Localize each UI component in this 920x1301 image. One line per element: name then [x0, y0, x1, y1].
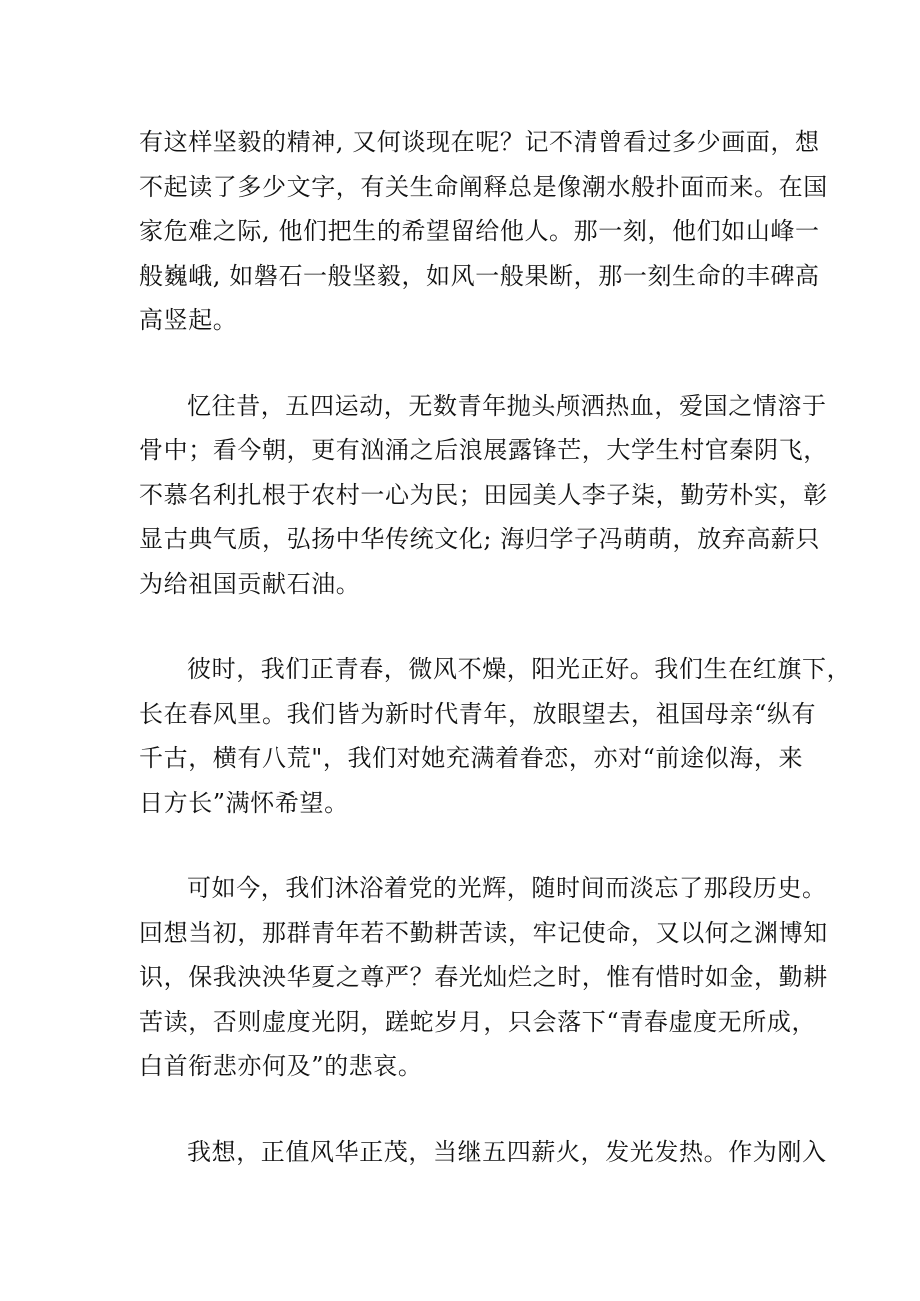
paragraph-3 — [139, 647, 852, 825]
essay-text — [139, 120, 852, 1215]
paragraph-line: 日方长”满怀希望。 — [139, 788, 349, 817]
paragraph-line: 长在春风里。我们皆为新时代青年，放眼望去，祖国母亲“纵有 — [139, 699, 817, 728]
paragraph-5 — [139, 1130, 827, 1175]
paragraph-first-line — [139, 1130, 827, 1175]
paragraph-line-text: 我想，正值风华正茂，当继五四薪火，发光发热。作为刚入 — [187, 1137, 827, 1166]
paragraph-line: 白首衔悲亦何及”的悲哀。 — [139, 1052, 423, 1080]
paragraph-line-text: 可如今，我们沐浴着党的光辉，随时间而淡忘了那段历史。 — [187, 874, 827, 902]
paragraph-line: 家危难之际, 他们把生的希望留给他人。那一刻，他们如山峰一 — [139, 217, 820, 245]
paragraph-line-text: 彼时，我们正青春，微风不燥，阳光正好。我们生在红旗下， — [187, 655, 852, 683]
paragraph-line: 不慕名利扎根于农村一心为民；田园美人李子柒，勤劳朴实，彰 — [139, 480, 828, 509]
paragraph-line: 骨中；看今朝，更有汹涌之后浪展露锋芒，大学生村官秦阴飞， — [139, 436, 828, 464]
paragraph-2 — [139, 384, 828, 607]
paragraph-line: 回想当初，那群青年若不勤耕苦读，牢记使命，又以何之渊博知 — [139, 918, 828, 947]
paragraph-line: 显古典气质，弘扬中华传统文化; 海归学子冯萌萌，放弃高薪只 — [139, 525, 821, 553]
paragraph-line: 识，保我泱泱华夏之尊严？春光灿烂之时，惟有惜时如金，勤耕 — [139, 963, 828, 991]
paragraph-4 — [139, 866, 828, 1089]
paragraph-line: 苦读，否则虚度光阴，蹉蛇岁月，只会落下“青春虚度无所成， — [139, 1007, 817, 1036]
paragraph-first-line — [139, 866, 827, 911]
paragraph-1 — [139, 120, 828, 343]
paragraph-line: 不起读了多少文字，有关生命阐释总是像潮水般扑面而来。在国 — [139, 172, 828, 201]
paragraph-first-line — [139, 647, 852, 692]
paragraph-line-text: 忆往昔，五四运动，无数青年抛头颅洒热血，爱国之情溶于 — [187, 391, 827, 420]
paragraph-first-line — [139, 384, 827, 429]
paragraph-line: 高竖起。 — [139, 306, 238, 334]
paragraph-line: 千古，横有八荒"，我们对她充满着眷恋，亦对“前途似海，来 — [139, 744, 804, 772]
paragraph-line: 般巍峨, 如磐石一般坚毅，如风一般果断，那一刻生命的丰碑高 — [139, 261, 820, 290]
paragraph-line: 为给祖国贡献石油。 — [139, 569, 361, 598]
paragraph-line: 有这样坚毅的精神, 又何谈现在呢？记不清曾看过多少画面，想 — [139, 128, 820, 156]
